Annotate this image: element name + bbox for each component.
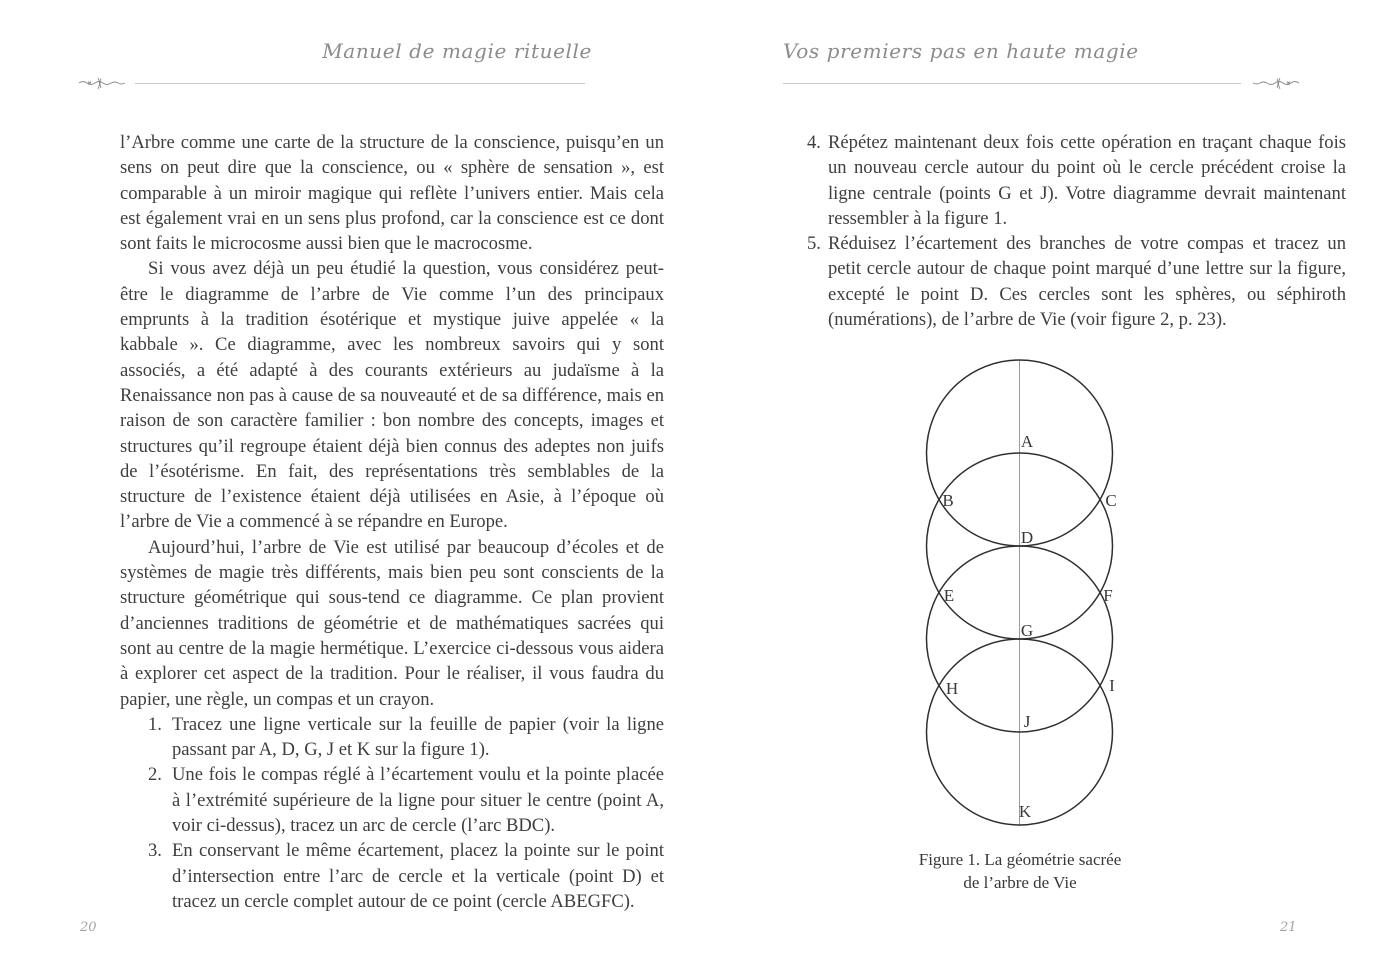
list-number: 5. bbox=[807, 233, 821, 255]
figure-label-C: C bbox=[1105, 491, 1117, 510]
list-item bbox=[806, 130, 1346, 231]
list-item bbox=[120, 838, 664, 914]
right-text-column bbox=[806, 130, 1346, 332]
figure-label-A: A bbox=[1020, 432, 1034, 451]
list-number: 4. bbox=[807, 132, 821, 153]
figure-label-E: E bbox=[943, 586, 955, 605]
figure-label-I: I bbox=[1109, 676, 1115, 695]
list-text: Réduisez l’écartement des branches de votre compas et tracez un petit cercle autour de chaque point marqué d’une lettre sur la figure, excepté le point D. Ces cercles sont les sphères, ou séphiroth (numérations), de l’arbre de Vie (voir figure 2, p. 23). bbox=[828, 233, 1346, 331]
list-number: 2. bbox=[148, 764, 162, 786]
list-text: En conservant le même écartement, placez la pointe sur le point d’intersection entre l’arc de cercle et la verticale (point D) et tracez un cercle complet autour de ce point (cercle ABEGFC). bbox=[172, 840, 664, 912]
paragraph-continuation: l’Arbre comme une carte de la structure de la conscience, puisqu’en un sens on peut dire que la conscience, ou « sphère de sensation », est comparable à un miroir magique qui reflète l’univers entier. Mais cela est également vrai en un sens plus profond, car la conscience est ce dont sont faits le microcosme aussi bien que le macrocosme. bbox=[120, 132, 664, 255]
running-head-right: Vos premiers pas en haute magie bbox=[783, 39, 1139, 63]
figure-label-H: H bbox=[945, 679, 959, 698]
page-number-left: 20 bbox=[80, 920, 97, 935]
figure-caption-line1: Figure 1. La géométrie sacrée bbox=[918, 850, 1122, 869]
instruction-list-left bbox=[120, 712, 664, 914]
list-number: 3. bbox=[148, 840, 162, 862]
list-text: Répétez maintenant deux fois cette opération en traçant chaque fois un nouveau cercle autour du point où le cercle précédent croise la ligne centrale (points G et J). Votre diagramme devrait maintenant ressembler à la figure 1. bbox=[828, 132, 1346, 229]
figure-label-B: B bbox=[942, 491, 954, 510]
paragraph: Si vous avez déjà un peu étudié la question, vous considérez peut-être le diagramme de l’arbre de Vie comme l’un des principaux emprunts à la tradition ésotérique et mystique juive appelée « la kabbale ». Ce diagramme, avec les nombreux savoirs qui y sont associés, a été adapté à des courants extérieurs au judaïsme à la Renaissance non pas à cause de sa nouveauté et de sa différence, mais en raison de son caractère familier : bon nombre des concepts, images et structures qu’il regroupe étaient déjà bien connus des adeptes non juifs de l’ésotérisme. En fait, des représentations très semblables de la structure de l’existence étaient déjà utilisées en Asie, à l’époque où l’arbre de Vie a commencé à se répandre en Europe. bbox=[120, 258, 664, 533]
running-head-left: Manuel de magie rituelle bbox=[322, 39, 592, 63]
list-text: Tracez une ligne verticale sur la feuille de papier (voir la ligne passant par A, D, G, J et K sur la figure 1). bbox=[172, 713, 664, 761]
list-item bbox=[120, 762, 664, 838]
list-text: Une fois le compas réglé à l’écartement voulu et la pointe placée à l’extrémité supérieure de la ligne pour situer le centre (point A, voir ci-dessus), tracez un arc de cercle (l’arc BDC). bbox=[172, 764, 664, 837]
paragraph: Aujourd’hui, l’arbre de Vie est utilisé par beaucoup d’écoles et de systèmes de magie très différents, mais bien peu sont conscients de la structure géométrique qui sous-tend ce diagramme. Ce plan provient d’anciennes traditions de géométrie et de mathématiques sacrées qui sont au centre de la magie hermétique. L’exercice ci-dessous vous aidera à explorer cet aspect de la tradition. Pour le réaliser, il vous faudra du papier, une règle, un compas et un crayon. bbox=[120, 536, 664, 710]
page-number-right: 21 bbox=[1280, 920, 1297, 935]
header-rule-right bbox=[783, 83, 1241, 84]
figure-label-G: G bbox=[1020, 621, 1034, 640]
header-ornament-left-icon bbox=[78, 76, 126, 90]
list-item bbox=[806, 231, 1346, 332]
header-ornament-right-icon bbox=[1252, 76, 1300, 90]
figure-label-D: D bbox=[1020, 528, 1034, 547]
figure-label-F: F bbox=[1103, 586, 1113, 605]
left-text-column bbox=[120, 130, 664, 914]
instruction-list-right bbox=[806, 130, 1346, 332]
list-item bbox=[120, 712, 664, 763]
figure-label-J: J bbox=[1023, 712, 1031, 731]
list-number: 1. bbox=[148, 713, 162, 735]
figure-label-K: K bbox=[1018, 802, 1032, 821]
header-rule-left bbox=[135, 83, 585, 84]
figure-caption bbox=[870, 848, 1170, 894]
figure-caption-line2: de l’arbre de Vie bbox=[963, 873, 1077, 892]
figure-tree-of-life-geometry bbox=[920, 355, 1130, 835]
